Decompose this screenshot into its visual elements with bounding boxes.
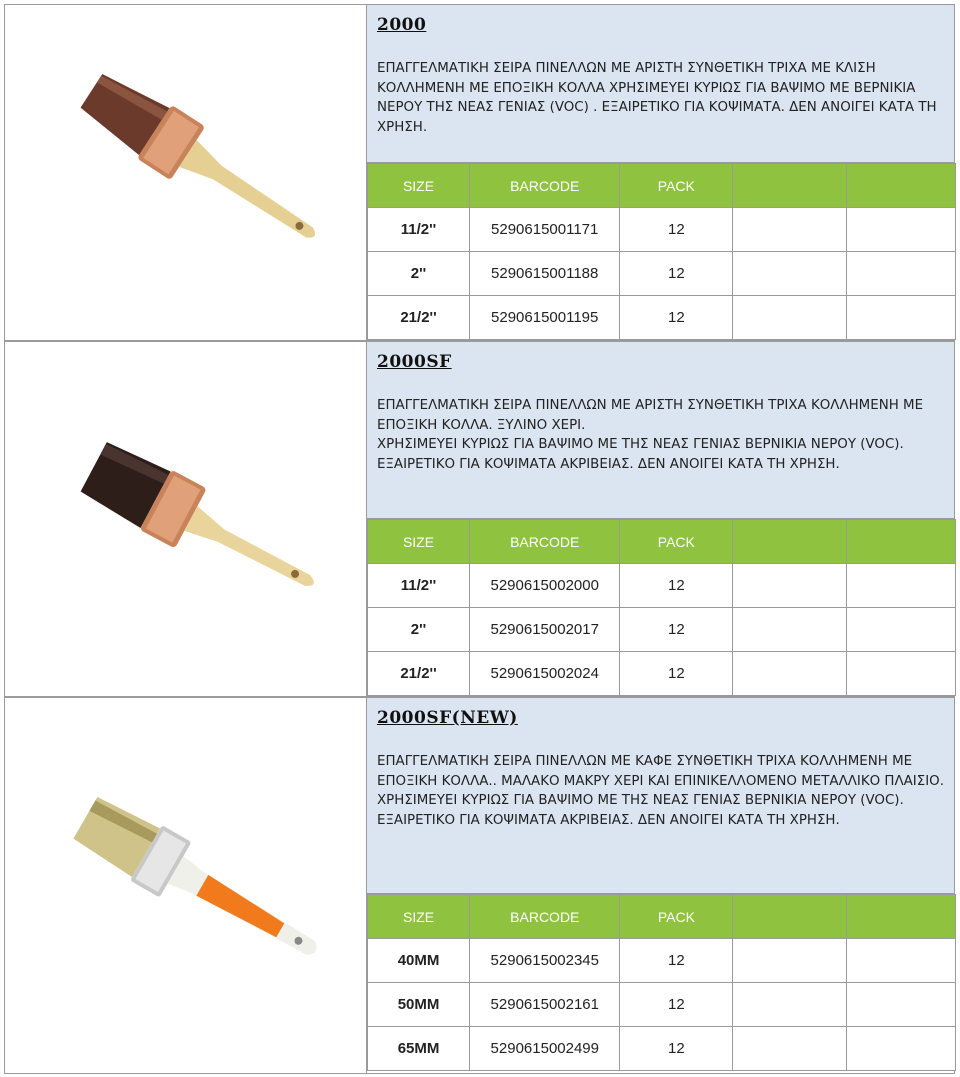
size-cell: 21/2'': [368, 652, 470, 696]
product-image-cell: [5, 698, 367, 1073]
barcode-header: BARCODE: [470, 164, 620, 208]
empty-header-cell: [733, 520, 846, 564]
empty-cell: [733, 208, 846, 252]
description-paragraph: ΕΠΑΓΓΕΛΜΑΤΙΚΗ ΣΕΙΡΑ ΠΙΝΕΛΛΩΝ ΜΕ ΑΡΙΣΤΗ ΣΥΝΘΕΤΙΚΗ ΤΡΙΧΑ ΚΟΛΛΗΜΕΝΗ ΜΕ ΕΠΟΞΙΚΗ ΚΟΛΛΑ. ΞΥΛΙΝΟ ΧΕΡΙ.: [377, 398, 924, 433]
barcode-cell: 5290615001171: [470, 208, 620, 252]
size-header: SIZE: [368, 895, 470, 939]
product-section: [4, 341, 955, 697]
table-header-row: [368, 895, 956, 939]
empty-cell: [733, 296, 846, 340]
size-cell: 21/2'': [368, 296, 470, 340]
product-section: [4, 4, 955, 341]
pack-cell: 12: [620, 252, 733, 296]
table-row: [368, 296, 956, 340]
empty-cell: [733, 252, 846, 296]
table-row: [368, 983, 956, 1027]
empty-cell: [733, 983, 846, 1027]
description-paragraph: ΧΡΗΣΙΜΕΥΕΙ ΚΥΡΙΩΣ ΓΙΑ ΒΑΨΙΜΟ ΜΕ ΤΗΣ ΝΕΑΣ ΓΕΝΙΑΣ ΒΕΡΝΙΚΙΑ ΝΕΡΟΥ (VOC). ΕΞΑΙΡΕΤΙΚΟ ΓΙΑ ΚΟΨΙΜΑΤΑ ΑΚΡΙΒΕΙΑΣ. ΔΕΝ ΑΝΟΙΓΕΙ ΚΑΤΑ ΤΗ ΧΡΗΣΗ.: [377, 793, 904, 828]
empty-header-cell: [733, 164, 846, 208]
size-cell: 11/2'': [368, 564, 470, 608]
barcode-cell: 5290615001195: [470, 296, 620, 340]
pack-header: PACK: [620, 164, 733, 208]
empty-header-cell: [733, 895, 846, 939]
spec-table: [367, 894, 956, 1071]
empty-cell: [846, 939, 955, 983]
table-row: [368, 208, 956, 252]
barcode-cell: 5290615002024: [470, 652, 620, 696]
pack-cell: 12: [620, 564, 733, 608]
barcode-header: BARCODE: [470, 520, 620, 564]
table-header-row: [368, 164, 956, 208]
product-image-cell: [5, 5, 367, 340]
product-code: 2000: [377, 15, 427, 35]
empty-cell: [846, 564, 955, 608]
paint-brush-wooden-handle-icon: [45, 432, 345, 632]
table-header-row: [368, 520, 956, 564]
pack-cell: 12: [620, 1027, 733, 1071]
empty-header-cell: [846, 895, 955, 939]
size-cell: 11/2'': [368, 208, 470, 252]
size-header: SIZE: [368, 520, 470, 564]
product-description-cell: [367, 698, 954, 894]
barcode-cell: 5290615002000: [470, 564, 620, 608]
table-row: [368, 939, 956, 983]
product-description: [377, 752, 944, 830]
empty-cell: [733, 608, 846, 652]
empty-header-cell: [846, 164, 955, 208]
spec-table: [367, 519, 956, 696]
barcode-cell: 5290615002345: [470, 939, 620, 983]
empty-cell: [846, 983, 955, 1027]
pack-header: PACK: [620, 520, 733, 564]
size-cell: 40MM: [368, 939, 470, 983]
product-description-cell: [367, 342, 954, 519]
size-header: SIZE: [368, 164, 470, 208]
table-row: [368, 608, 956, 652]
product-description-cell: [367, 5, 954, 163]
table-row: [368, 252, 956, 296]
product-description: [377, 396, 944, 474]
product-code: 2000SF(NEW): [377, 708, 518, 728]
product-description: [377, 59, 944, 137]
empty-cell: [846, 652, 955, 696]
description-paragraph: ΕΠΑΓΓΕΛΜΑΤΙΚΗ ΣΕΙΡΑ ΠΙΝΕΛΛΩΝ ΜΕ ΚΑΦΕ ΣΥΝΘΕΤΙΚΗ ΤΡΙΧΑ ΚΟΛΛΗΜΕΝΗ ΜΕ ΕΠΟΞΙΚΗ ΚΟΛΛΑ.. ΜΑΛΑΚΟ ΜΑΚΡΥ ΧΕΡΙ ΚΑΙ ΕΠΙΝΙΚΕΛΛΟΜΕΝΟ ΜΕΤΑΛΛΙΚΟ ΠΛΑΙΣΙΟ.: [377, 754, 944, 789]
empty-cell: [846, 208, 955, 252]
size-cell: 65MM: [368, 1027, 470, 1071]
empty-cell: [733, 1027, 846, 1071]
pack-header: PACK: [620, 895, 733, 939]
product-section: [4, 697, 955, 1074]
paint-brush-wooden-handle-icon: [45, 70, 345, 270]
description-paragraph: ΧΡΗΣΙΜΕΥΕΙ ΚΥΡΙΩΣ ΓΙΑ ΒΑΨΙΜΟ ΜΕ ΤΗΣ ΝΕΑΣ ΓΕΝΙΑΣ ΒΕΡΝΙΚΙΑ ΝΕΡΟΥ (VOC). ΕΞΑΙΡΕΤΙΚΟ ΓΙΑ ΚΟΨΙΜΑΤΑ ΑΚΡΙΒΕΙΑΣ. ΔΕΝ ΑΝΟΙΓΕΙ ΚΑΤΑ ΤΗ ΧΡΗΣΗ.: [377, 437, 904, 472]
empty-cell: [846, 252, 955, 296]
pack-cell: 12: [620, 983, 733, 1027]
pack-cell: 12: [620, 939, 733, 983]
pack-cell: 12: [620, 296, 733, 340]
empty-cell: [733, 564, 846, 608]
empty-cell: [846, 1027, 955, 1071]
size-cell: 2'': [368, 252, 470, 296]
barcode-cell: 5290615001188: [470, 252, 620, 296]
pack-cell: 12: [620, 608, 733, 652]
table-row: [368, 564, 956, 608]
table-row: [368, 652, 956, 696]
barcode-header: BARCODE: [470, 895, 620, 939]
empty-cell: [733, 939, 846, 983]
empty-cell: [846, 608, 955, 652]
pack-cell: 12: [620, 652, 733, 696]
barcode-cell: 5290615002017: [470, 608, 620, 652]
product-image-cell: [5, 342, 367, 696]
empty-cell: [733, 652, 846, 696]
barcode-cell: 5290615002499: [470, 1027, 620, 1071]
empty-cell: [846, 296, 955, 340]
spec-table: [367, 163, 956, 340]
table-row: [368, 1027, 956, 1071]
barcode-cell: 5290615002161: [470, 983, 620, 1027]
pack-cell: 12: [620, 208, 733, 252]
paint-brush-orange-handle-icon: [35, 778, 355, 998]
size-cell: 2'': [368, 608, 470, 652]
product-code: 2000SF: [377, 352, 452, 372]
description-paragraph: ΕΠΑΓΓΕΛΜΑΤΙΚΗ ΣΕΙΡΑ ΠΙΝΕΛΛΩΝ ΜΕ ΑΡΙΣΤΗ ΣΥΝΘΕΤΙΚΗ ΤΡΙΧΑ ΜΕ ΚΛΙΣΗ ΚΟΛΛΗΜΕΝΗ ΜΕ ΕΠΟΞΙΚΗ ΚΟΛΛΑ ΧΡΗΣΙΜΕΥΕΙ ΚΥΡΙΩΣ ΓΙΑ ΒΑΨΙΜΟ ΜΕ ΒΕΡΝΙΚΙΑ ΝΕΡΟΥ ΤΗΣ ΝΕΑΣ ΓΕΝΙΑΣ (VOC) . ΕΞΑΙΡΕΤΙΚΟ ΓΙΑ ΚΟΨΙΜΑΤΑ. ΔΕΝ ΑΝΟΙΓΕΙ ΚΑΤΑ ΤΗ ΧΡΗΣΗ.: [377, 61, 937, 135]
size-cell: 50MM: [368, 983, 470, 1027]
empty-header-cell: [846, 520, 955, 564]
